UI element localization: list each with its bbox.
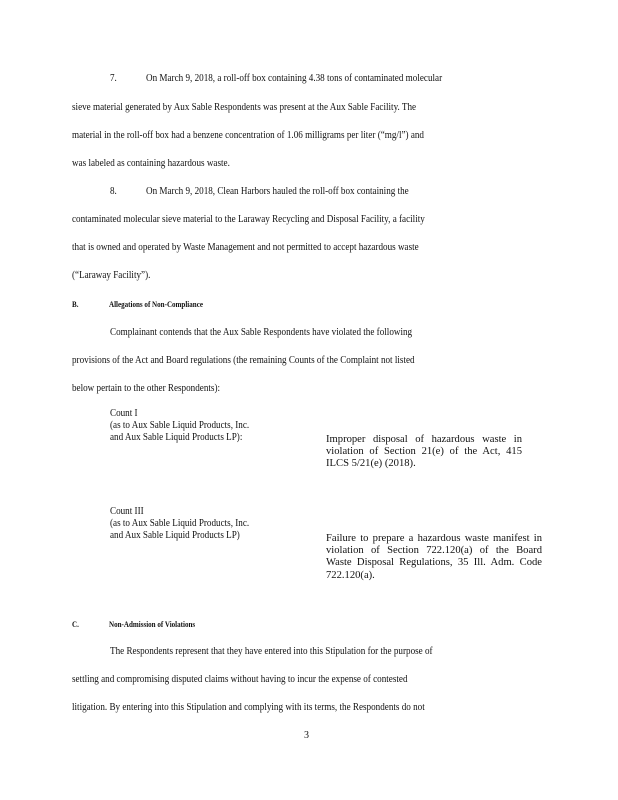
paragraph-8-line: On March 9, 2018, Clean Harbors hauled the roll-off box containing the <box>146 186 409 197</box>
paragraph-8-line: that is owned and operated by Waste Management and not permitted to accept hazardous waste <box>72 242 419 253</box>
paragraph-8-number: 8. <box>110 186 117 197</box>
count-label: Count I (as to Aux Sable Liquid Products, Inc. and Aux Sable Liquid Products LP): <box>110 408 250 443</box>
non-admission-line: settling and compromising disputed claims without having to incur the expense of contested <box>72 674 408 685</box>
section-c-title: Non-Admission of Violations <box>109 619 196 629</box>
section-b-letter: B. <box>72 299 79 309</box>
paragraph-7-line: On March 9, 2018, a roll-off box containing 4.38 tons of contaminated molecular <box>146 73 443 84</box>
non-admission-line: litigation. By entering into this Stipulation and complying with its terms, the Respondents do not <box>72 702 425 713</box>
allegations-line: below pertain to the other Respondents): <box>72 383 221 394</box>
paragraph-7-line: sieve material generated by Aux Sable Respondents was present at the Aux Sable Facility. The <box>72 102 417 113</box>
count-label: Count III (as to Aux Sable Liquid Products, Inc. and Aux Sable Liquid Products LP) <box>110 506 250 541</box>
paragraph-8-line: (“Laraway Facility”). <box>72 270 151 281</box>
paragraph-8-line: contaminated molecular sieve material to the Laraway Recycling and Disposal Facility, a facility <box>72 214 425 225</box>
paragraph-7-line: material in the roll-off box had a benzene concentration of 1.06 milligrams per liter (“mg/l”) and <box>72 130 424 141</box>
non-admission-line: The Respondents represent that they have entered into this Stipulation for the purpose of <box>110 646 433 657</box>
section-c-letter: C. <box>72 619 79 629</box>
section-b-title: Allegations of Non-Compliance <box>109 299 203 309</box>
count-violation: Failure to prepare a hazardous waste manifest in violation of Section 722.120(a) of the Board Waste Disposal Regulations, 35 Ill. Adm. Code 722.120(a). <box>326 533 542 581</box>
paragraph-7-number: 7. <box>110 73 117 84</box>
page-number: 3 <box>304 730 309 741</box>
count-violation: Improper disposal of hazardous waste in violation of Section 21(e) of the Act, 415 ILCS 5/21(e) (2018). <box>326 434 522 470</box>
allegations-line: Complainant contends that the Aux Sable Respondents have violated the following <box>110 327 413 338</box>
paragraph-7-line: was labeled as containing hazardous waste. <box>72 158 230 169</box>
allegations-line: provisions of the Act and Board regulations (the remaining Counts of the Complaint not listed <box>72 355 415 366</box>
